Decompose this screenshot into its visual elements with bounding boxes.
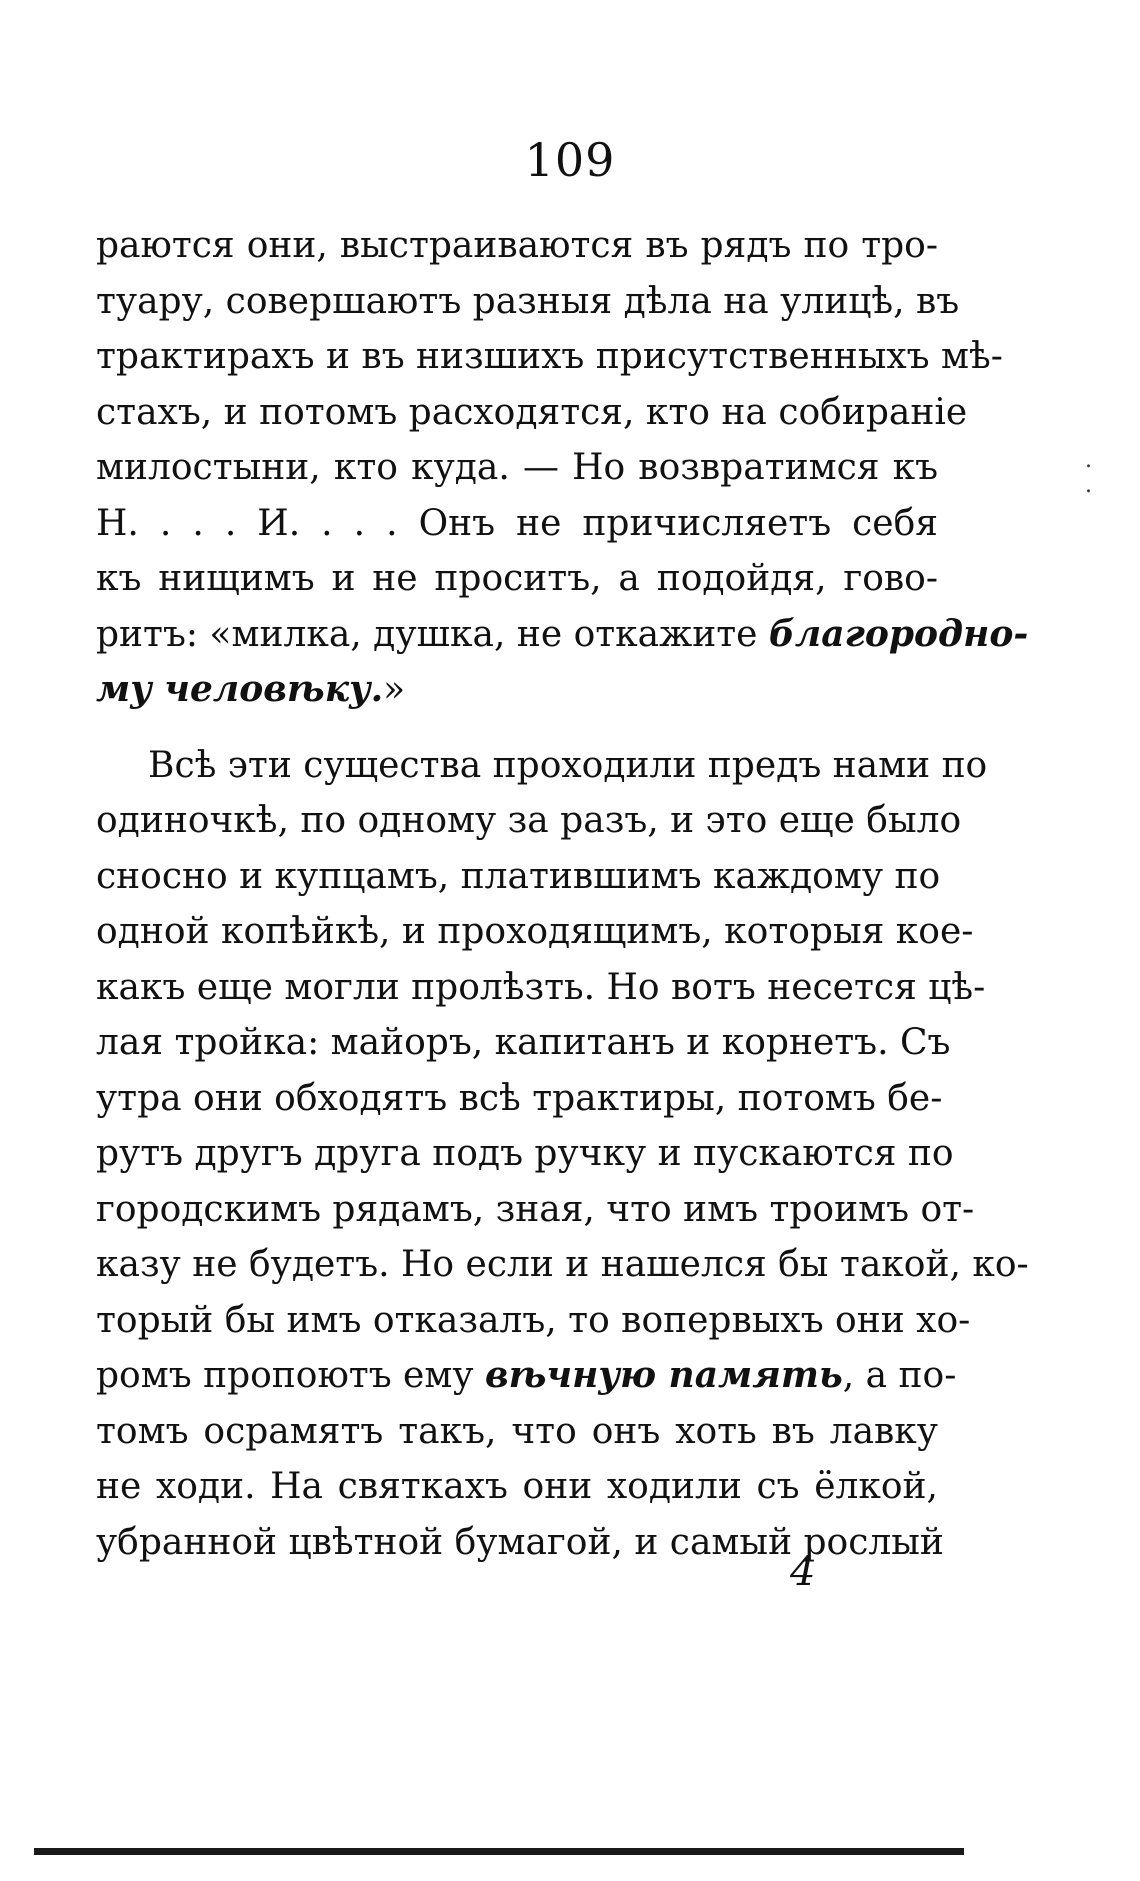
text-line: утра они обходятъ всѣ трактиры, потомъ бе- [96,1077,943,1119]
text-line: къ нищимъ и не проситъ, а подойдя, гово- [96,558,938,599]
bottom-edge-rule [34,1848,964,1855]
text-line: одиночкѣ, по одному за разъ, и это еще было [96,800,962,841]
italic-phrase: благородно- [768,612,1029,655]
text-line: трактирахъ и въ низшихъ присутственныхъ мѣ- [96,336,1003,377]
italic-phrase: вѣчную память [485,1354,843,1396]
paragraph-gap [96,718,938,738]
text-line: одной копѣйкѣ, и проходящимъ, которыя кое- [96,911,974,952]
text-line [96,1348,957,1404]
text-line: убранной цвѣтной бумагой, и самый рослый [96,1521,944,1563]
text-line: милостыни, кто куда. — Но возвратимся къ [96,447,938,488]
text-span: ромъ пропоютъ ему [96,1355,485,1396]
text-line: рутъ другъ друга подъ ручку и пускаются по [96,1133,954,1174]
page-number: 109 [524,133,616,187]
text-line: раются они, выстраиваются въ рядъ по тро- [96,225,938,266]
text-line: сносно и купцамъ, платившимъ каждому по [96,855,941,897]
text-line: казу не будетъ. Но если и нашелся бы такой, ко- [96,1244,1029,1285]
text-line [96,607,1029,663]
text-line: не ходи. На святкахъ они ходили съ ёлкой, [96,1466,938,1507]
text-line: Всѣ эти существа проходили предъ нами по [148,744,988,786]
text-line: томъ осрамятъ такъ, что онъ хоть въ лавку [96,1410,938,1452]
italic-phrase: му человѣку. [96,668,384,710]
text-line: лая тройка: майоръ, капитанъ и корнетъ. Съ [96,1022,951,1063]
text-line: туару, совершаютъ разныя дѣла на улицѣ, въ [96,280,960,322]
text-line: какъ еще могли пролѣзть. Но вотъ несется цѣ- [96,966,986,1008]
text-span: , а по- [842,1355,957,1396]
signature-mark: 4 [790,1549,816,1595]
text-span: ритъ: «милка, душка, не откажите [96,613,769,655]
margin-specks: . . [1085,448,1106,498]
text-line: городскимъ рядамъ, зная, что имъ троимъ от- [96,1188,975,1230]
text-span: » [383,669,406,710]
text-line: торый бы имъ отказалъ, то вопервыхъ они хо- [96,1299,971,1341]
body-text [96,218,1029,1570]
text-line: стахъ, и потомъ расходятся, кто на собираніе [96,391,968,433]
text-line: Н. . . . И. . . . Онъ не причисляетъ себя [96,502,938,544]
text-line [96,662,938,718]
